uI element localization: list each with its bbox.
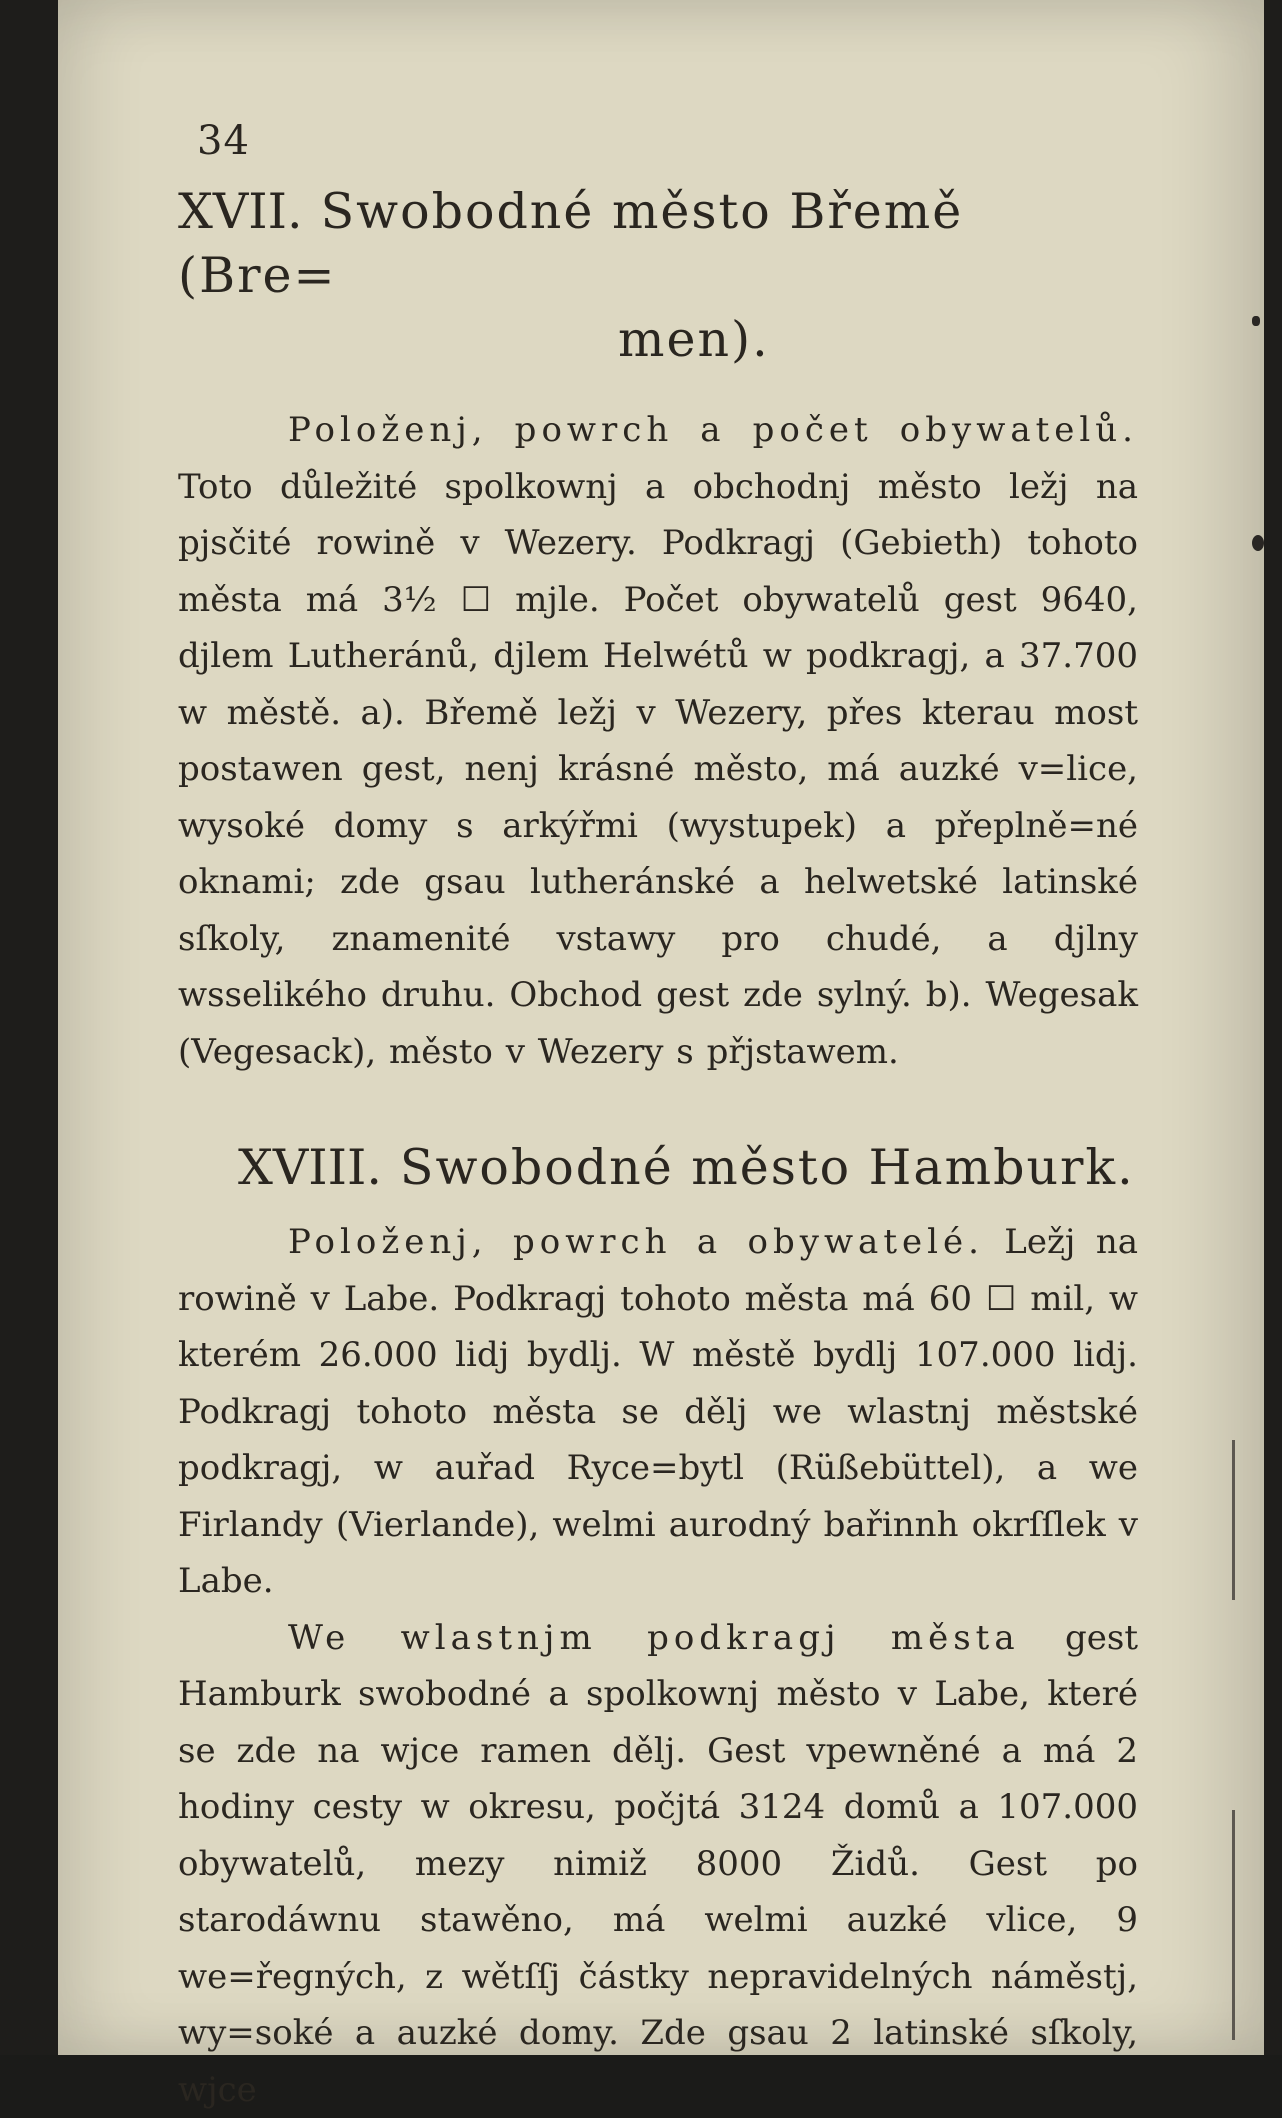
section-18-lead-2: We wlastnjm podkragj města xyxy=(288,1618,1020,1658)
spacer xyxy=(178,1080,1138,1136)
section-17-lead: Položenj, powrch a počet obywatelů. xyxy=(288,410,1138,450)
page-number: 34 xyxy=(197,118,250,164)
section-18-paragraph-2 xyxy=(178,1610,1138,2118)
section-18-lead: Položenj, powrch a obywatelé. xyxy=(288,1222,984,1262)
spacer xyxy=(178,1200,1138,1214)
section-17-numeral: XVII. xyxy=(178,183,303,240)
spacer xyxy=(178,372,1138,402)
section-18-heading xyxy=(178,1136,1138,1200)
section-18-title: Swobodné město Hamburk. xyxy=(400,1139,1135,1196)
section-17-text: Toto důležité spolkownj a obchodnj město ležj na pjsčité rowině v Wezery. Podkragj (Gebieth) tohoto města má 3½ ☐ mjle. Počet obywatelů gest 9640, djlem Lutheránů, djlem Helwétů w podkragj, a 37.700 w městě. a). Břemě ležj v Wezery, přes kterau most postawen gest, nenj krásné město, má auzké v=lice, wysoké domy s arkýřmi (wystupek) a přeplně=né oknami; zde gsau lutheránské a helwetské latinské sſkoly, znamenité vstawy pro chudé, a djlny wsselikého druhu. Obchod gest zde sylný. b). Wegesak (Vegesack), město v Wezery s přjstawem. xyxy=(178,467,1138,1072)
section-17-paragraph xyxy=(178,402,1138,1080)
section-18-text-2: gest Hamburk swobodné a spolkownj město v Labe, které se zde na wjce ramen dělj. Gest vpewněné a má 2 hodiny cesty w okresu, počjtá 3124 domů a 107.000 obywatelů, mezy nimiž 8000 Židů. Gest po starodáwnu stawěno, má welmi auzké vlice, 9 we=řegných, z wětſſj částky nepravidelných náměstj, wy=soké a auzké domy. Zde gsau 2 latinské sſkoly, wjce xyxy=(178,1618,1138,2110)
margin-rule xyxy=(1232,1440,1235,1600)
margin-mark xyxy=(1252,316,1260,326)
section-18-numeral: XVIII. xyxy=(238,1139,382,1196)
section-18-text-1: Ležj na rowině v Labe. Podkragj tohoto města má 60 ☐ mil, w kterém 26.000 lidj bydlj. W městě bydlj 107.000 lidj. Podkragj tohoto města se dělj we wlastnj městské podkragj, w auřad Ryce=bytl (Rüßebüttel), a we Firlandy (Vierlande), welmi aurodný bařinnh okrſſlek v Labe. xyxy=(178,1222,1138,1601)
text-block xyxy=(178,180,1138,2118)
margin-rule xyxy=(1232,1810,1235,2040)
section-17-title: Swobodné město Břemě (Bre= xyxy=(178,183,963,304)
section-18-paragraph-1 xyxy=(178,1214,1138,1610)
margin-mark xyxy=(1252,535,1264,551)
section-17-heading xyxy=(178,180,1138,372)
section-17-title-continuation: men). xyxy=(178,308,1138,372)
